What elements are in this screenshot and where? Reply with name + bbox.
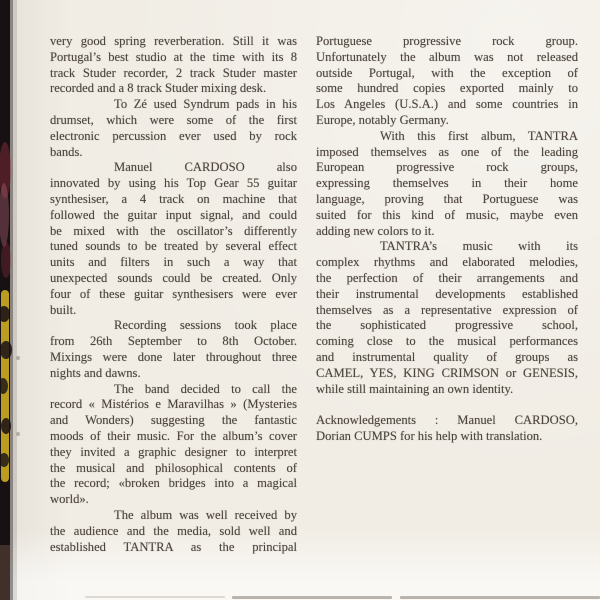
- text-line: be mixed with the oscillator’s differently: [50, 223, 297, 238]
- text-line: To Zé used Syndrum pads in his: [114, 97, 297, 112]
- text-line: the record; «broken bridges into a magical: [50, 476, 297, 491]
- text-line: expressing themselves in their home: [316, 176, 578, 191]
- paragraph: [316, 34, 578, 129]
- text-line: drumset, which were some of the first: [50, 112, 297, 127]
- text-line: tuned sounds to be treated by several effect: [50, 239, 297, 254]
- page-bottom-edge: [232, 596, 392, 599]
- text-line: established TANTRA as the principal: [50, 539, 297, 554]
- text-line: Mixings were done later throughout three: [50, 349, 297, 364]
- text-line: Europe, notably Germany.: [316, 112, 449, 127]
- text-line: electronic percussion ever used by rock: [50, 128, 297, 143]
- text-line: complex rhythms and elaborated melodies,: [316, 255, 578, 270]
- text-line: recorded and a 8 track Studer mixing desk.: [50, 81, 267, 96]
- text-line: the musical and philosophical contents of: [50, 460, 297, 475]
- text-line: CAMEL, YES, KING CRIMSON or GENESIS,: [316, 365, 578, 380]
- text-line: synthesiser, a 4 track on machine that: [50, 191, 297, 206]
- text-line: Portuguese progressive rock group.: [316, 34, 578, 48]
- paragraph: [50, 382, 297, 508]
- text-line: The album was well received by: [114, 507, 297, 522]
- text-line: Dorian CUMPS for his help with translation.: [316, 428, 543, 443]
- text-line: world».: [50, 492, 89, 507]
- paragraph: [50, 508, 297, 555]
- text-column-left: [50, 34, 297, 555]
- text-line: four of these guitar synthesisers were ever: [50, 286, 297, 301]
- text-line: followed the guitar input signal, and could: [50, 207, 297, 222]
- text-line: suited for this kind of music, maybe even: [316, 207, 578, 222]
- page-bottom-edge: [400, 596, 600, 599]
- text-line: record « Mistérios e Maravilhas » (Mysteries: [50, 397, 297, 412]
- text-line: some hundred copies exported mainly to: [316, 81, 578, 96]
- text-line: and Wonders) suggesting the fantastic: [50, 413, 297, 428]
- text-line: their instrumental developments established: [316, 286, 578, 301]
- paragraph: [316, 129, 578, 240]
- paragraph: [316, 413, 578, 445]
- text-line: unexpected sounds could be created. Only: [50, 270, 297, 285]
- text-column-right: [316, 34, 578, 445]
- text-line: adding new colors to it.: [316, 223, 435, 238]
- text-line: the perfection of their arrangements and: [316, 270, 578, 285]
- text-line: they invited a graphic designer to interpret: [50, 444, 297, 459]
- text-line: language, proving that Portuguese was: [316, 191, 578, 206]
- text-line: very good spring reverberation. Still it was: [50, 34, 297, 48]
- text-line: With this first album, TANTRA: [380, 128, 578, 143]
- text-line: Manuel CARDOSO also: [114, 160, 297, 175]
- text-line: from 26th September to 8th October.: [50, 334, 297, 349]
- text-line: nights and dawns.: [50, 365, 141, 380]
- text-line: innovated by using his Top Gear 55 guitar: [50, 176, 297, 191]
- text-line: imposed themselves as one of the leading: [316, 144, 578, 159]
- text-line: the audience and the media, sold well and: [50, 523, 297, 538]
- paragraph: [50, 97, 297, 160]
- text-line: and instrumental quality of groups as: [316, 349, 578, 364]
- text-line: Unfortunately the album was not released: [316, 49, 578, 64]
- text-line: European progressive rock groups,: [316, 160, 578, 175]
- text-line: TANTRA’s music with its: [380, 239, 578, 254]
- text-line: built.: [50, 302, 77, 317]
- text-line: the sophisticated progressive school,: [316, 318, 578, 333]
- text-line: outside Portugal, with the exception of: [316, 65, 578, 80]
- staple-dot: [16, 356, 20, 360]
- text-line: coming close to the musical performances: [316, 334, 578, 349]
- text-line: moods of their music. For the album’s cover: [50, 428, 297, 443]
- paragraph: [50, 318, 297, 381]
- paragraph: [316, 239, 578, 397]
- text-line: Recording sessions took place: [114, 318, 297, 333]
- text-line: bands.: [50, 144, 83, 159]
- paragraph: [50, 160, 297, 318]
- booklet-spine-art: [0, 0, 26, 600]
- text-line: Los Angeles (U.S.A.) and some countries in: [316, 97, 578, 112]
- staple-dot: [16, 432, 20, 436]
- text-line: while still maintaining an own identity.: [316, 381, 514, 396]
- text-line: The band decided to call the: [114, 381, 297, 396]
- text-line: Acknowledgements : Manuel CARDOSO,: [316, 413, 578, 428]
- text-line: themselves as a representative expression of: [316, 302, 578, 317]
- text-line: Portugal’s best studio at the time with its 8: [50, 49, 297, 64]
- paragraph: [50, 34, 297, 97]
- page-bottom-edge: [85, 596, 225, 598]
- text-line: units and filters in such a way that: [50, 255, 297, 270]
- text-line: track Studer recorder, 2 track Studer master: [50, 65, 297, 80]
